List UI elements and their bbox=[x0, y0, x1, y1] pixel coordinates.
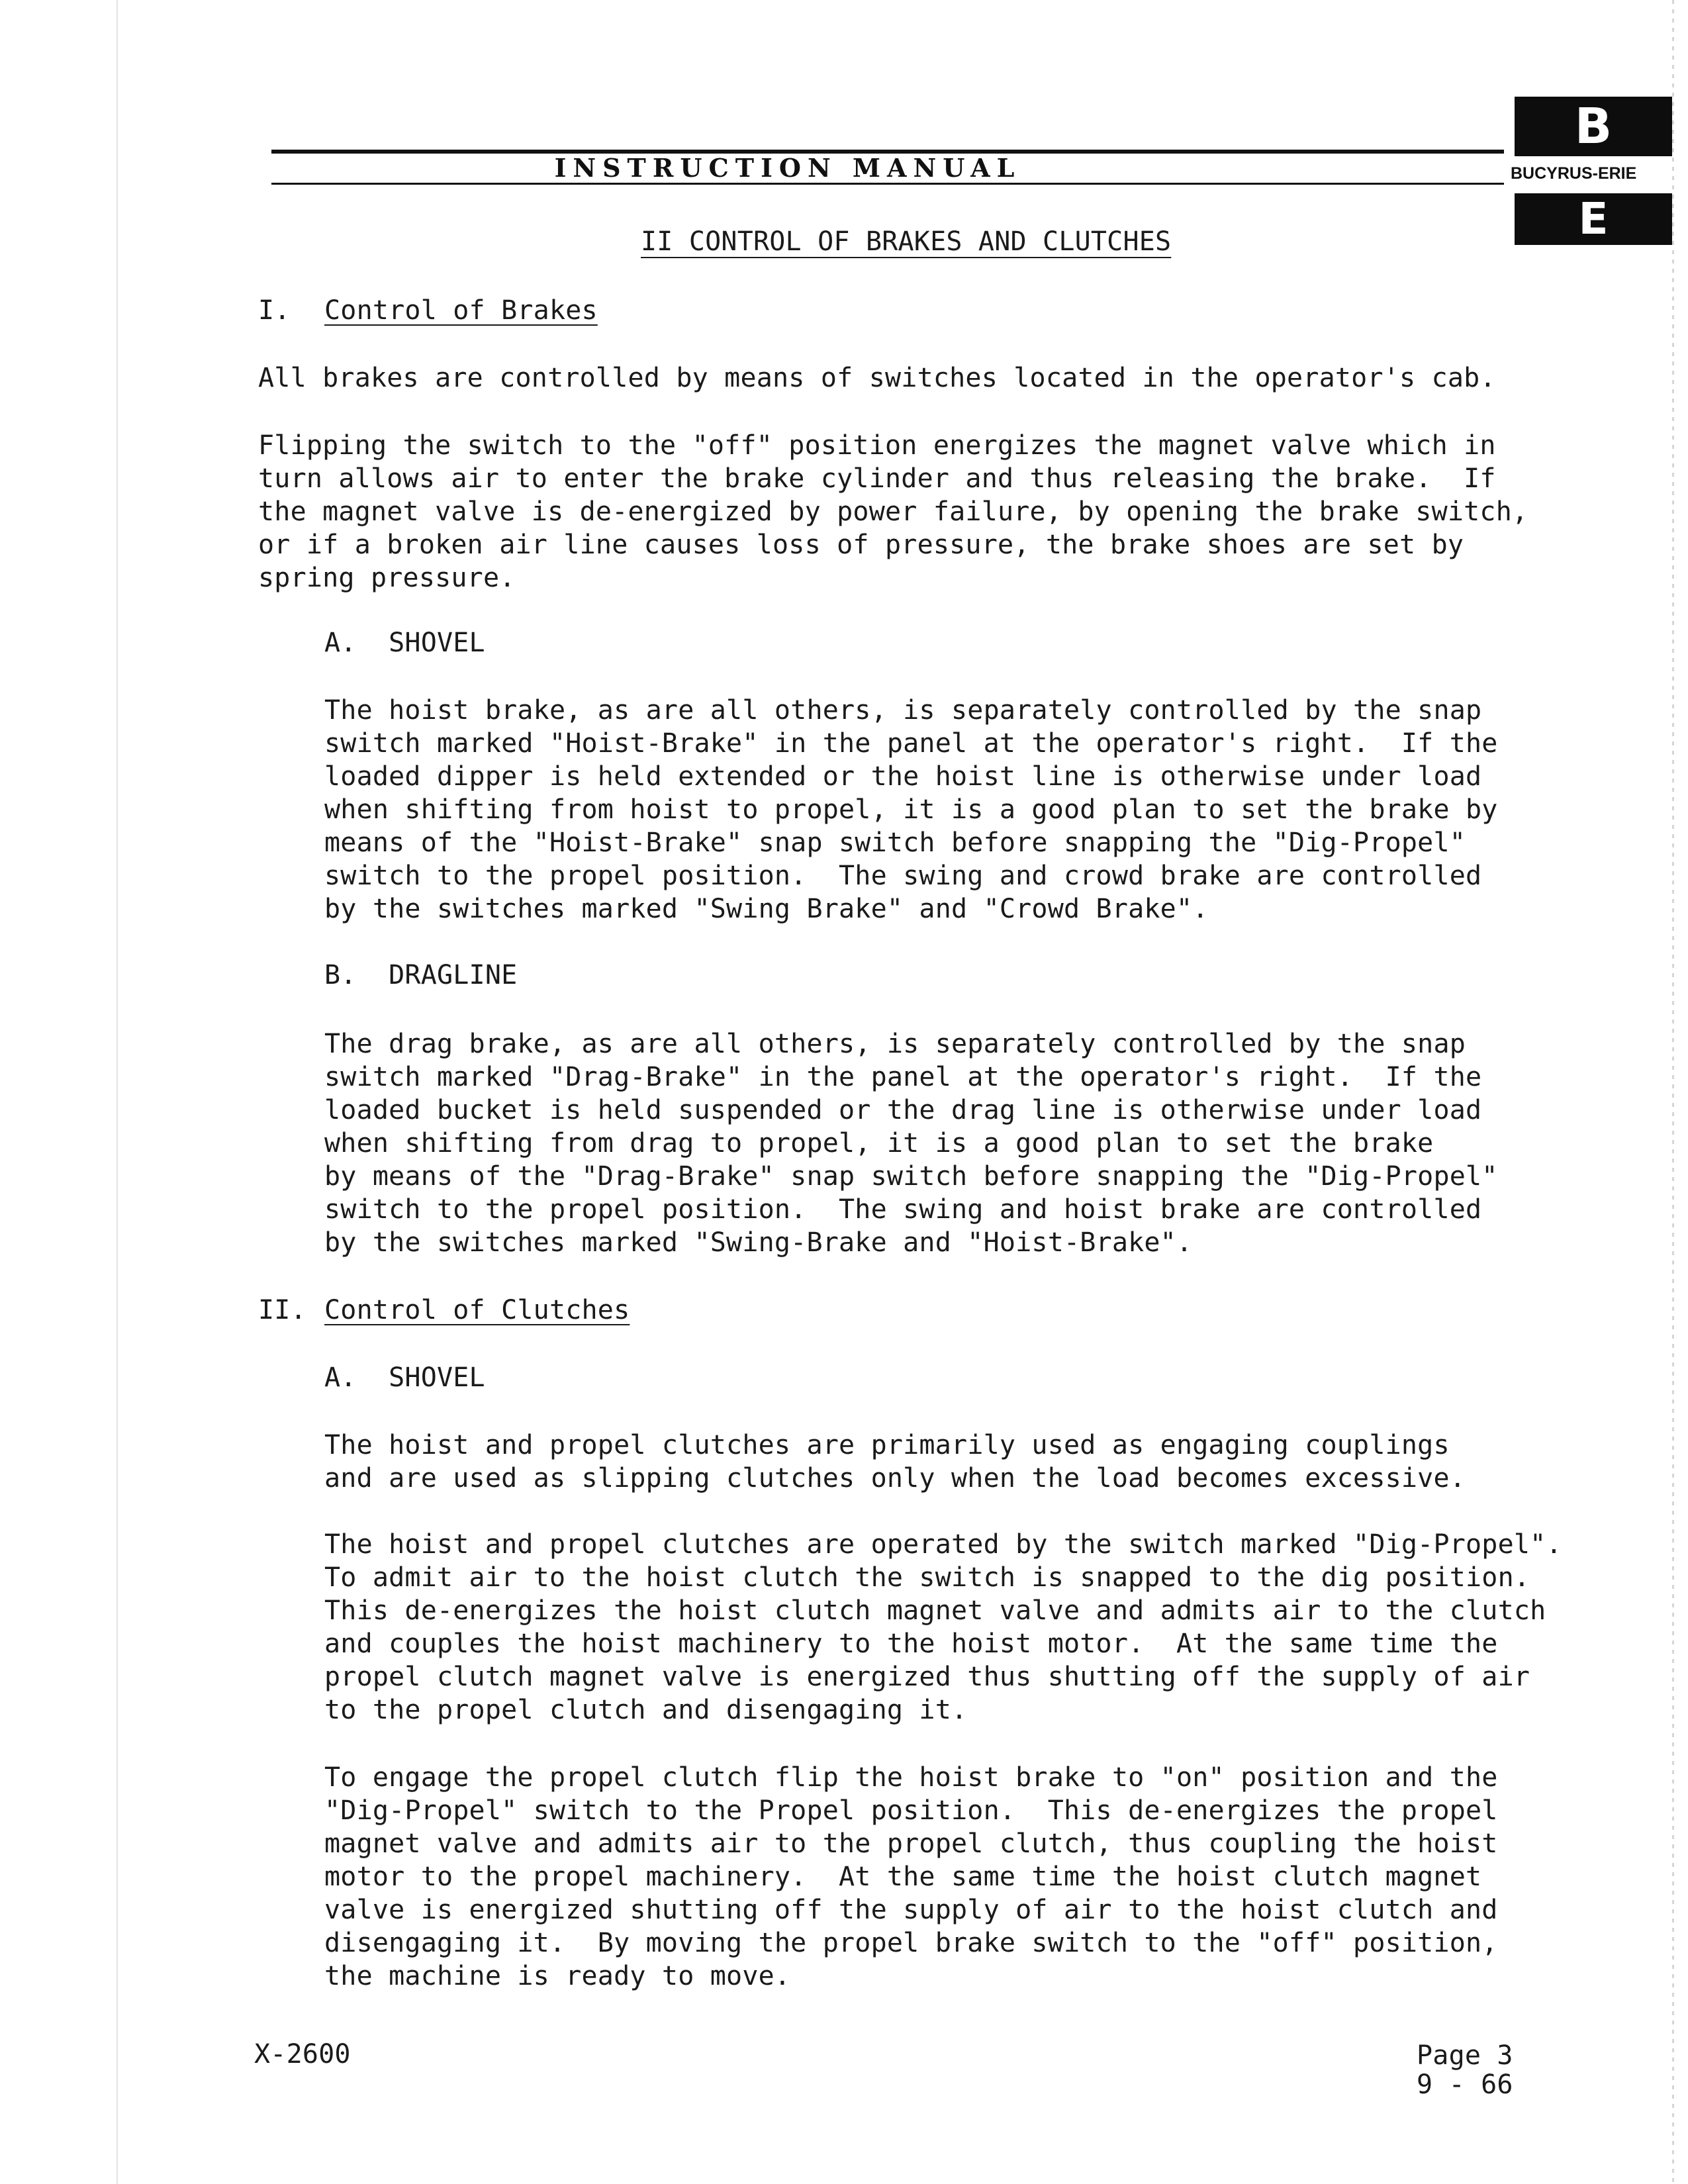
paragraph-line: when shifting from hoist to propel, it is a good plan to set the brake by bbox=[324, 794, 1498, 825]
paragraph: All brakes are controlled by means of switches located in the operator's cab. bbox=[258, 363, 1496, 393]
paragraph-line: and are used as slipping clutches only when the load becomes excessive. bbox=[324, 1463, 1466, 1494]
scan-right-edge bbox=[1672, 0, 1674, 2184]
subsection-label: B. DRAGLINE bbox=[324, 960, 518, 990]
paragraph-line: The drag brake, as are all others, is separately controlled by the snap bbox=[324, 1029, 1466, 1059]
subsection-label: A. SHOVEL bbox=[324, 1362, 485, 1393]
scan-left-edge bbox=[117, 0, 118, 2184]
brand-name: BUCYRUS-ERIE bbox=[1511, 164, 1637, 183]
paragraph-line: switch to the propel position. The swing and hoist brake are controlled bbox=[324, 1194, 1482, 1225]
paragraph-line: "Dig-Propel" switch to the Propel position. This de-energizes the propel bbox=[324, 1795, 1498, 1826]
paragraph-line: by the switches marked "Swing Brake" and "Crowd Brake". bbox=[324, 894, 1209, 924]
paragraph-line: loaded dipper is held extended or the hoist line is otherwise under load bbox=[324, 761, 1482, 792]
revision-date: 9 - 66 bbox=[1417, 2069, 1513, 2100]
paragraph-line: propel clutch magnet valve is energized thus shutting off the supply of air bbox=[324, 1662, 1530, 1692]
paragraph-line: The hoist brake, as are all others, is separately controlled by the snap bbox=[324, 695, 1482, 726]
paragraph-line: magnet valve and admits air to the propel clutch, thus coupling the hoist bbox=[324, 1828, 1498, 1859]
paragraph-line: switch marked "Hoist-Brake" in the panel at the operator's right. If the bbox=[324, 728, 1498, 759]
manual-title: INSTRUCTION MANUAL bbox=[554, 153, 1021, 183]
section-number: I. bbox=[258, 295, 291, 326]
header-rule-bottom bbox=[271, 183, 1504, 185]
subsection-label: A. SHOVEL bbox=[324, 628, 485, 658]
paragraph-line: loaded bucket is held suspended or the drag line is otherwise under load bbox=[324, 1095, 1482, 1125]
paragraph-line: disengaging it. By moving the propel brake switch to the "off" position, bbox=[324, 1928, 1498, 1958]
paragraph-line: To engage the propel clutch flip the hoist brake to "on" position and the bbox=[324, 1762, 1498, 1793]
paragraph-line: The hoist and propel clutches are primarily used as engaging couplings bbox=[324, 1430, 1450, 1460]
paragraph-line: Flipping the switch to the "off" position energizes the magnet valve which in bbox=[258, 430, 1496, 461]
paragraph-line: and couples the hoist machinery to the hoist motor. At the same time the bbox=[324, 1629, 1498, 1659]
paragraph-line: To admit air to the hoist clutch the switch is snapped to the dig position. bbox=[324, 1562, 1530, 1593]
paragraph-line: means of the "Hoist-Brake" snap switch before snapping the "Dig-Propel" bbox=[324, 828, 1466, 858]
paragraph-line: by the switches marked "Swing-Brake and "Hoist-Brake". bbox=[324, 1227, 1193, 1258]
paragraph-line: switch marked "Drag-Brake" in the panel at the operator's right. If the bbox=[324, 1062, 1482, 1092]
paragraph-line: to the propel clutch and disengaging it. bbox=[324, 1695, 968, 1725]
section-heading: Control of Clutches bbox=[324, 1295, 630, 1325]
paragraph-line: turn allows air to enter the brake cylinder and thus releasing the brake. If bbox=[258, 463, 1496, 494]
section-heading: Control of Brakes bbox=[324, 295, 598, 326]
paragraph-line: the machine is ready to move. bbox=[324, 1961, 791, 1991]
document-number: X-2600 bbox=[254, 2039, 351, 2069]
paragraph-line: valve is energized shutting off the supply of air to the hoist clutch and bbox=[324, 1895, 1498, 1925]
paragraph-line: when shifting from drag to propel, it is a good plan to set the brake bbox=[324, 1128, 1434, 1159]
document-title: II CONTROL OF BRAKES AND CLUTCHES bbox=[641, 226, 1172, 257]
logo-letter-e: E bbox=[1515, 193, 1672, 245]
paragraph-line: switch to the propel position. The swing and crowd brake are controlled bbox=[324, 861, 1482, 891]
logo-letter-b: B bbox=[1515, 97, 1672, 156]
paragraph-line: The hoist and propel clutches are operated by the switch marked "Dig-Propel". bbox=[324, 1529, 1562, 1560]
section-number: II. bbox=[258, 1295, 306, 1325]
paragraph-line: or if a broken air line causes loss of pressure, the brake shoes are set by bbox=[258, 530, 1464, 560]
page-number: Page 3 bbox=[1417, 2040, 1513, 2071]
paragraph-line: This de-energizes the hoist clutch magnet valve and admits air to the clutch bbox=[324, 1595, 1546, 1626]
paragraph-line: the magnet valve is de-energized by power failure, by opening the brake switch, bbox=[258, 497, 1528, 527]
paragraph-line: motor to the propel machinery. At the same time the hoist clutch magnet bbox=[324, 1862, 1482, 1892]
paragraph-line: by means of the "Drag-Brake" snap switch before snapping the "Dig-Propel" bbox=[324, 1161, 1498, 1192]
paragraph-line: spring pressure. bbox=[258, 563, 516, 593]
